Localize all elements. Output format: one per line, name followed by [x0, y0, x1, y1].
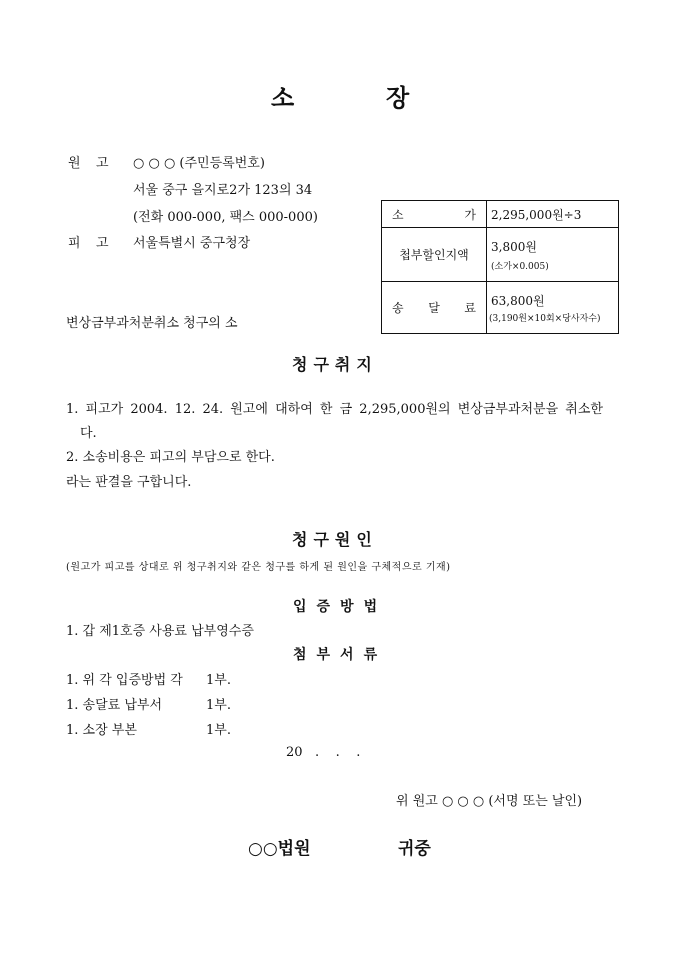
fee-note-service: (3,190원×10회×당사자수) — [489, 313, 601, 324]
fee-label-claim-value-char-2: 가 — [464, 207, 476, 222]
plaintiff-phone: (전화 000-000, 팩스 000-000) — [133, 210, 318, 225]
fee-note-stamp: (소가×0.005) — [491, 261, 549, 272]
claim-purpose-item-1: 1. 피고가 2004. 12. 24. 원고에 대하여 한 금 2,295,000원의 변상금부과처분을 취소한 — [66, 402, 603, 417]
fee-label-claim-value-char-1: 소 — [392, 207, 404, 222]
claim-cause-note: (원고가 피고를 상대로 위 청구취지와 같은 청구를 하게 된 원인을 구체적으로 기재) — [66, 562, 451, 573]
fee-row-claim-value — [382, 201, 619, 228]
fee-label-service-char-1: 송 — [392, 301, 404, 315]
attachment-item-name: 1. 소장 부본 — [66, 723, 137, 738]
date-line: 20 . . . — [286, 745, 361, 760]
defendant-label-char-1: 피 — [68, 236, 81, 251]
case-name: 변상금부과처분취소 청구의 소 — [66, 316, 238, 331]
fee-label-cell — [382, 201, 487, 228]
attachments-heading: 첨부서류 — [293, 647, 388, 663]
fee-table — [381, 200, 619, 334]
fee-value-service: 63,800원 — [491, 293, 545, 308]
attachment-item-count: 1부. — [206, 723, 231, 738]
attachment-item-name: 1. 송달료 납부서 — [66, 698, 163, 713]
claim-purpose-heading: 청구취지 — [292, 355, 378, 374]
fee-label-stamp: 첩부할인지액 — [399, 248, 469, 262]
defendant-label-char-2: 고 — [96, 236, 109, 251]
attachment-item-name: 1. 위 각 입증방법 각 — [66, 673, 183, 688]
claim-purpose-item-1-cont: 다. — [80, 426, 97, 441]
claim-purpose-item-2: 2. 소송비용은 피고의 부담으로 한다. — [66, 450, 275, 465]
fee-label-cell — [382, 282, 487, 334]
claim-cause-heading: 청구원인 — [292, 530, 378, 549]
document-title-char-1: 소 — [271, 83, 295, 112]
plaintiff-name: ○ ○ ○ (주민등록번호) — [133, 156, 265, 171]
fee-value-cell — [487, 228, 619, 282]
evidence-heading: 입증방법 — [293, 599, 388, 615]
court-name: ○○법원 — [248, 839, 311, 859]
attachment-item-count: 1부. — [206, 698, 231, 713]
claim-purpose-closing: 라는 판결을 구합니다. — [66, 475, 192, 490]
plaintiff-label-char-2: 고 — [96, 156, 109, 171]
fee-label-cell — [382, 228, 487, 282]
attachment-item-count: 1부. — [206, 673, 231, 688]
fee-label-service-char-2: 달 — [428, 301, 440, 315]
plaintiff-address: 서울 중구 을지로2가 123의 34 — [133, 183, 313, 198]
fee-value-claim-value: 2,295,000원÷3 — [491, 207, 582, 222]
fee-label-service-char-3: 료 — [464, 301, 476, 315]
fee-value-cell — [487, 282, 619, 334]
court-honorific: 귀중 — [398, 839, 431, 859]
signature-line: 위 원고 ○ ○ ○ (서명 또는 날인) — [396, 794, 583, 809]
plaintiff-label-char-1: 원 — [68, 156, 81, 171]
fee-row-service — [382, 282, 619, 334]
fee-row-stamp — [382, 228, 619, 282]
fee-value-stamp: 3,800원 — [491, 239, 537, 254]
document-title-char-2: 장 — [386, 83, 410, 112]
defendant-name: 서울특별시 중구청장 — [133, 236, 251, 251]
evidence-item: 1. 갑 제1호증 사용료 납부영수증 — [66, 624, 254, 639]
fee-value-cell — [487, 201, 619, 228]
